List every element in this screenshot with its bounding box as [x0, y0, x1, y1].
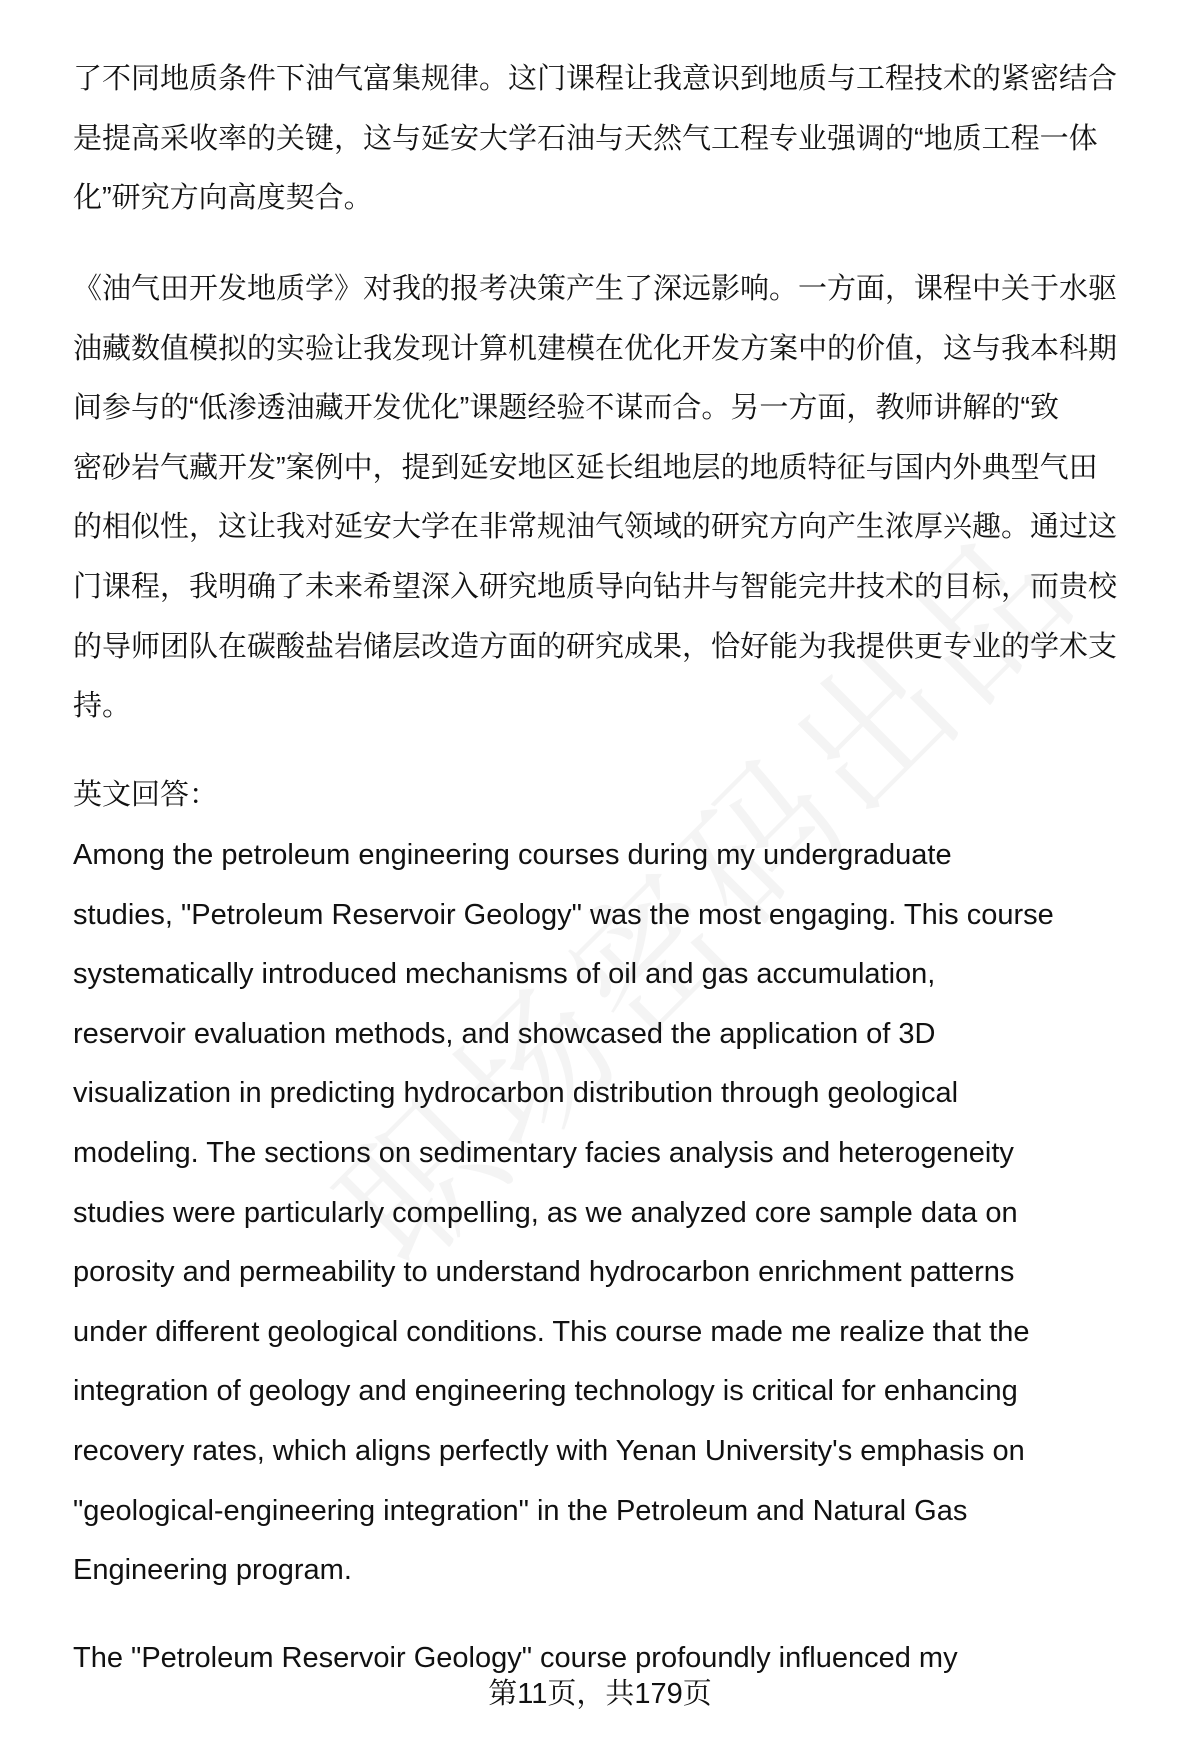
section-label: 英文回答： [73, 779, 219, 811]
english-answer-label [73, 766, 1153, 826]
text-line: porosity and permeability to understand hydrocarbon enrichment patterns [73, 1256, 1015, 1289]
text-line: visualization in predicting hydrocarbon distribution through geological [73, 1077, 959, 1110]
paragraph-chinese-2 [73, 260, 1153, 737]
paragraph-english-1 [73, 826, 1153, 1601]
text-line: 《油气田开发地质学》对我的报考决策产生了深远影响。一方面，课程中关于水驱 [73, 273, 1118, 305]
text-line: integration of geology and engineering technology is critical for enhancing [73, 1375, 1018, 1408]
text-line: recovery rates, which aligns perfectly with Yenan University's emphasis on [73, 1434, 1025, 1467]
text-line: studies, "Petroleum Reservoir Geology" was the most engaging. This course [73, 898, 1054, 931]
text-line: 了不同地质条件下油气富集规律。这门课程让我意识到地质与工程技术的紧密结合 [73, 63, 1118, 95]
text-line: modeling. The sections on sedimentary facies analysis and heterogeneity [73, 1136, 1014, 1169]
text-line: 的导师团队在碳酸盐岩储层改造方面的研究成果，恰好能为我提供更专业的学术支 [73, 630, 1118, 663]
text-line: 是提高采收率的关键，这与延安大学石油与天然气工程专业强调的“地质工程一体 [73, 122, 1098, 155]
paragraph-chinese-1 [73, 50, 1153, 229]
text-line: Among the petroleum engineering courses during my undergraduate [73, 839, 952, 871]
text-line: 油藏数值模拟的实验让我发现计算机建模在优化开发方案中的价值，这与我本科期 [73, 332, 1118, 365]
text-line: "geological-engineering integration" in the Petroleum and Natural Gas [73, 1494, 968, 1527]
text-line: 密砂岩气藏开发”案例中，提到延安地区延长组地层的地质特征与国内外典型气田 [73, 451, 1098, 484]
text-line: 门课程，我明确了未来希望深入研究地质导向钻井与智能完井技术的目标，而贵校 [73, 570, 1118, 603]
text-line: 持。 [73, 690, 132, 723]
text-line: The "Petroleum Reservoir Geology" course profoundly influenced my [73, 1642, 958, 1674]
text-line: 的相似性，这让我对延安大学在非常规油气领域的研究方向产生浓厚兴趣。通过这 [73, 511, 1118, 544]
text-line: Engineering program. [73, 1554, 352, 1587]
page-number: 第11页，共179页 [488, 1678, 712, 1710]
text-line: reservoir evaluation methods, and showcased the application of 3D [73, 1017, 936, 1050]
text-line: under different geological conditions. This course made me realize that the [73, 1315, 1030, 1348]
text-line: systematically introduced mechanisms of oil and gas accumulation, [73, 958, 936, 991]
text-line: 化”研究方向高度契合。 [73, 182, 373, 215]
text-line: 间参与的“低渗透油藏开发优化”课题经验不谋而合。另一方面，教师讲解的“致 [73, 392, 1059, 425]
text-line: studies were particularly compelling, as we analyzed core sample data on [73, 1196, 1018, 1229]
